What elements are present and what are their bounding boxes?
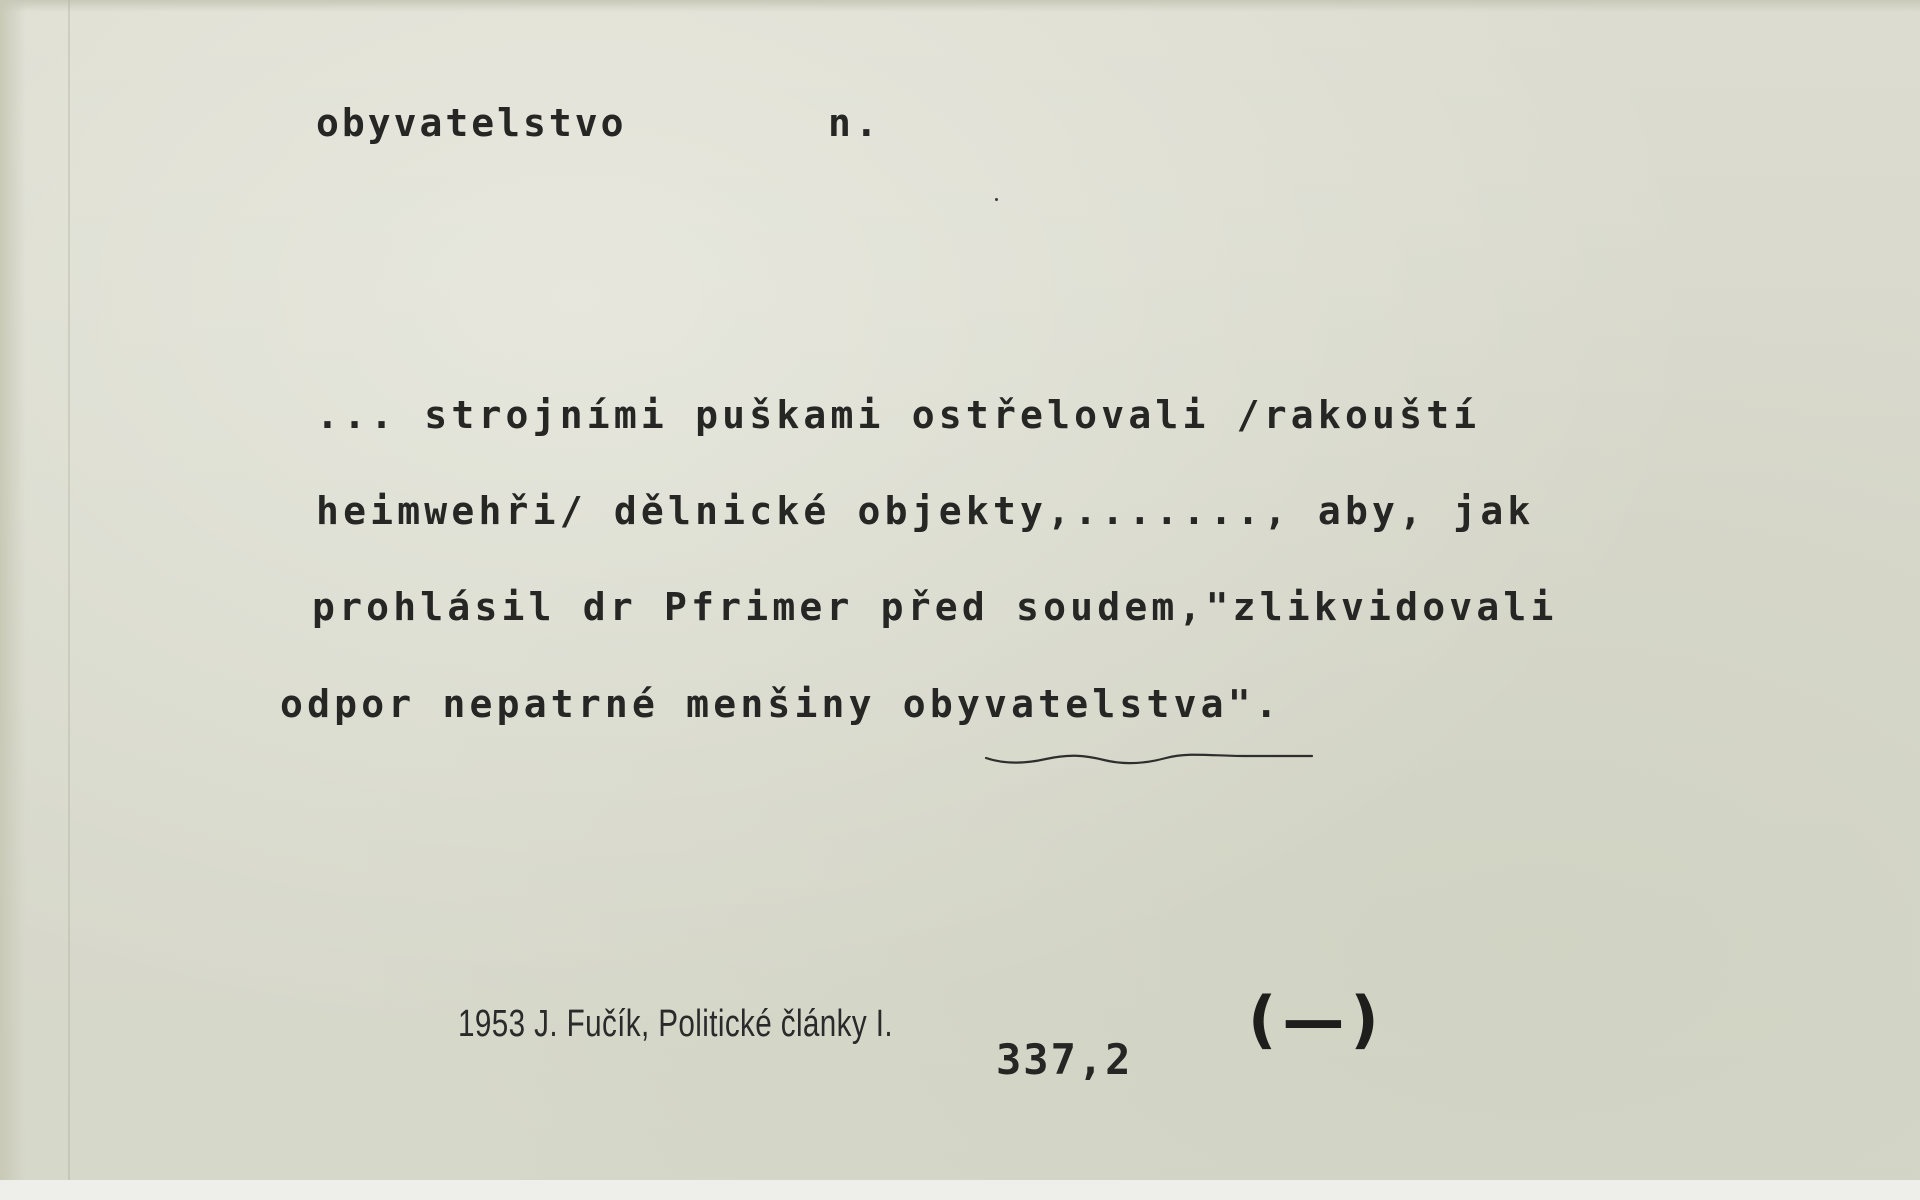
page-reference: 337,2 xyxy=(996,1035,1133,1084)
citation-line-3: prohlásil dr Pfrimer před soudem,"zlikvidovali xyxy=(312,585,1558,629)
part-of-speech: n. xyxy=(828,101,882,145)
bracket-mark: (—) xyxy=(1248,983,1385,1056)
source-stamp: 1953 J. Fučík, Politické články I. xyxy=(458,1003,893,1045)
wavy-underline xyxy=(984,750,1314,770)
scan-bottom-border xyxy=(0,1180,1920,1200)
citation-line-1: ... strojními puškami ostřelovali /rakouští xyxy=(316,393,1481,437)
margin-rule xyxy=(68,0,70,1185)
ink-speck xyxy=(995,198,998,201)
citation-line-2: heimwehři/ dělnické objekty,......., aby, jak xyxy=(316,489,1535,533)
card-top-edge xyxy=(0,0,1920,12)
headword: obyvatelstvo xyxy=(316,101,627,145)
citation-line-4: odpor nepatrné menšiny obyvatelstva". xyxy=(280,682,1282,726)
card-left-edge xyxy=(0,0,26,1185)
